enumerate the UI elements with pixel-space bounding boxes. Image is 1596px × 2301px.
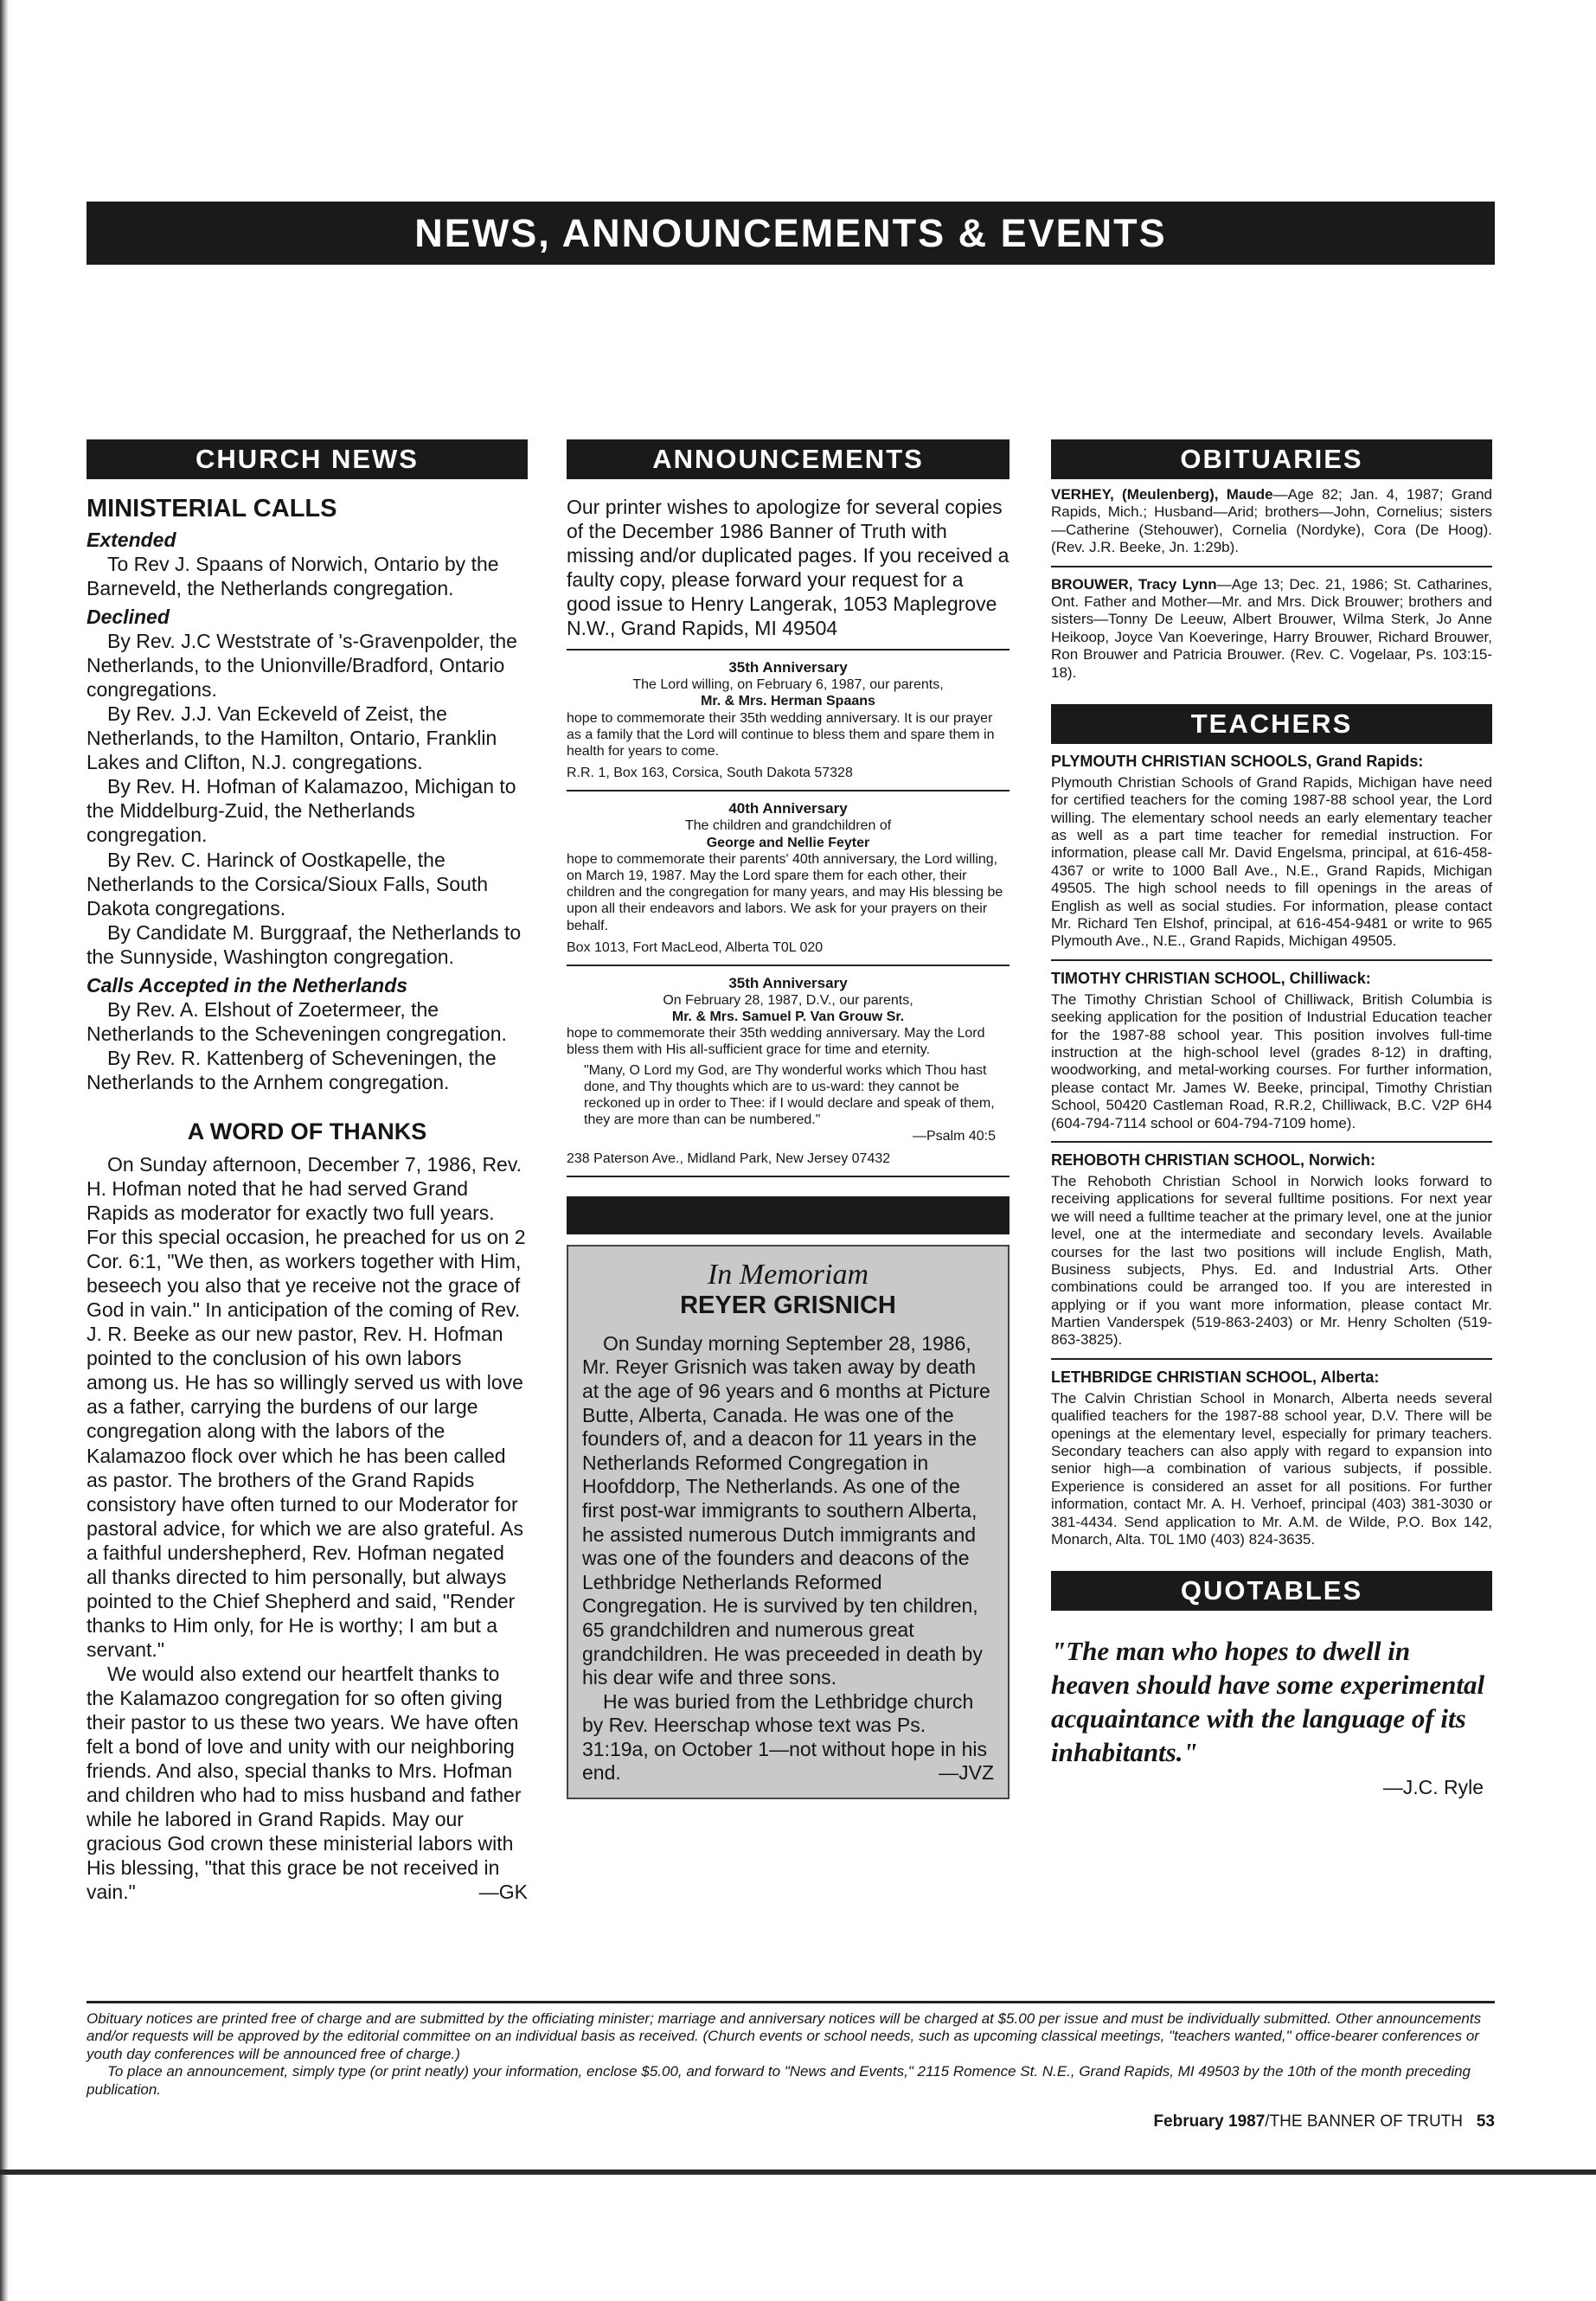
declined-call: By Rev. J.J. Van Eckeveld of Zeist, the Netherlands, to the Hamilton, Ontario, Franklin Lakes and Clifton, N.J. congregations. [87, 702, 497, 774]
quotable-attribution: —J.C. Ryle [1382, 1776, 1484, 1799]
school-notice: The Timothy Christian School of Chilliwack, British Columbia is seeking application for the position of Industrial Education teacher for the 1987-88 school year. This position involves full-time instruction at the high-school level (grades 8-12) in drafting, woodworking, and metal-working courses. For further information, please contact Mr. James W. Beeke, principal, Timothy Christian School, 50420 Castleman Road, R.R.2, Chilliwack, B.C. V2P 6H4 (604-794-7114 school or 604-794-7109 home). [1051, 990, 1492, 1131]
right-column [1051, 439, 1492, 1799]
memoriam-name: REYER GRISNICH [680, 1291, 896, 1319]
scan-bottom-edge [0, 2170, 1596, 2175]
memoriam-signature: —JVZ [939, 1761, 994, 1785]
memoriam-paragraph: On Sunday morning September 28, 1986, Mr. Reyer Grisnich was taken away by death at the age of 96 years and 6 months at Picture Butte, Alberta, Canada. He was one of the founders of, and a deacon for 11 years in the Netherlands Reformed Congregation in Hoofddorp, The Netherlands. As one of the first post-war immigrants to southern Alberta, he assisted numerous Dutch immigrants and was one of the founders and deacons of the Lethbridge Netherlands Reformed Congregation. He is survived by ten children, 65 grandchildren and numerous great grandchildren. He was preceeded in death by his dear wife and three sons. [582, 1331, 990, 1689]
divider [567, 790, 1010, 792]
school-notice: Plymouth Christian Schools of Grand Rapids, Michigan have need for certified teachers for the coming 1987-88 school year, the Lord willing. The elementary school needs an early elementary teacher as well as a part time teacher for remedial instruction. For information, please call Mr. David Engelsma, principal, at 616-458-4367 or write to 1000 Ball Ave., N.E., Grand Rapids, Michigan 49505. The high school needs to fill openings in the areas of English as well as social studies. For information, please contact Mr. Richard Ten Elshof, principal, at 616-454-9481 or write to 965 Plymouth Ave., N.E., Grand Rapids, Michigan 49505. [1051, 773, 1492, 950]
anniversary-address: R.R. 1, Box 163, Corsica, South Dakota 57328 [567, 766, 853, 781]
quotables-heading: QUOTABLES [1051, 1571, 1492, 1611]
page-footer [87, 2001, 1495, 2131]
calls-accepted-heading: Calls Accepted in the Netherlands [87, 973, 408, 997]
memoriam-header-bar [567, 1196, 1010, 1234]
anniversary-text: hope to commemorate their 35th wedding anniversary. May the Lord bless them with His all-sufficient grace for time and eternity. [567, 1026, 985, 1058]
thanks-paragraph [87, 1662, 528, 1904]
publication-name: /THE BANNER OF TRUTH [1265, 2112, 1464, 2131]
footer-note: To place an announcement, simply type (or print neatly) your information, enclose $5.00, and forward to "News and Events," 2115 Romence St. N.E., Grand Rapids, MI 49503 by the 10th of the month preceding publication. [87, 2063, 1471, 2098]
obituary-text: —Age 13; Dec. 21, 1986; St. Catharines, Ont. Father and Mother—Mr. and Mrs. Dick Brouwer; brothers and sisters—Tonny De Leeuw, Albert Brouwer, Wilma Sterk, Jo Anne Heikoop, Joyce Van Koeveringe, Harry Brouwer, Richard Brouwer, Ron Brouwer and Patricia Brouwer. (Rev. C. Vogelaar, Ps. 103:15-18). [1051, 575, 1492, 681]
obituary-entry [1051, 576, 1492, 682]
divider [567, 1176, 1010, 1177]
church-news-column [87, 439, 528, 1904]
school-heading: PLYMOUTH CHRISTIAN SCHOOLS, Grand Rapids: [1051, 752, 1424, 770]
ministerial-calls-heading: MINISTERIAL CALLS [87, 495, 337, 522]
thanks-signature: —GK [478, 1881, 528, 1904]
declined-call: By Rev. J.C Weststrate of 's-Gravenpolder, the Netherlands, to the Unionville/Bradford, Ontario congregations. [87, 630, 517, 702]
anniversary-line: On February 28, 1987, D.V., our parents, [663, 992, 913, 1008]
school-heading: LETHBRIDGE CHRISTIAN SCHOOL, Alberta: [1051, 1368, 1380, 1386]
thanks-paragraph: On Sunday afternoon, December 7, 1986, Rev. H. Hofman noted that he had served Grand Rapids as moderator for exactly two full years. For this special occasion, he preached for us on 2 Cor. 6:1, "We then, as workers together with Him, beseech you also that ye receive not the grace of God in vain." In anticipation of the coming of Rev. J. R. Beeke as our new pastor, Rev. H. Hofman pointed to the conclusion of his own labors among us. He has so willingly served us with love as a father, carrying the burdens of our large congregation along with the labors of the Kalamazoo flock over which he has been called as pastor. The brothers of the Grand Rapids consistory have often turned to our Moderator for pastoral advice, for which we are also grateful. As a faithful undershepherd, Rev. Hofman negated all thanks directed to him personally, but always pointed to the Chief Shepherd and said, "Render thanks to Him only, for He is worthy; I am but a servant." [87, 1152, 526, 1661]
anniversary-line: The children and grandchildren of [684, 818, 892, 834]
anniversary-heading: 35th Anniversary [728, 659, 848, 676]
scan-edge [0, 0, 9, 2301]
school-notice: The Rehoboth Christian School in Norwich looks forward to receiving applications for several fulltime positions. For next year we will need a fulltime teacher at the primary level, one at the junior level, one at the intermediate and secondary levels. Available courses for the last two positions will include English, Math, Business subjects, Phys. Ed. and Industrial Arts. Other combinations could be arranged too. If you are interested in applying or if you want more information, please contact Mr. Martien Vanderspek (519-863-2403) or Mr. Henry Scholten (519-863-3825). [1051, 1172, 1492, 1349]
page-number: 53 [1476, 2112, 1495, 2131]
page-line [87, 2112, 1495, 2131]
memoriam-paragraph [582, 1690, 994, 1785]
anniversary-names: George and Nellie Feyter [706, 835, 870, 850]
in-memoriam-box [567, 1245, 1010, 1799]
obituaries-heading: OBITUARIES [1051, 439, 1492, 479]
issue-date: February 1987 [1153, 2112, 1266, 2131]
memoriam-paragraph-text: He was buried from the Lethbridge church by Rev. Heerschap whose text was Ps. 31:19a, on October 1—not without hope in his end. [582, 1689, 987, 1785]
anniversary-heading: 35th Anniversary [728, 974, 848, 991]
anniversary-text: hope to commemorate their parents' 40th anniversary, the Lord willing, on March 19, 1987. May the Lord spare them for each other, their children and the congregation for many years, and may His blessing be upon all their endeavors and labors. We ask for your prayers on their behalf. [567, 851, 1003, 933]
declined-call: By Candidate M. Burggraaf, the Netherlands to the Sunnyside, Washington congregation. [87, 920, 522, 968]
anniversary-names: Mr. & Mrs. Samuel P. Van Grouw Sr. [671, 1009, 905, 1025]
obituary-name: BROUWER, Tracy Lynn [1051, 575, 1217, 593]
page-banner: NEWS, ANNOUNCEMENTS & EVENTS [87, 202, 1495, 265]
divider [1051, 1141, 1492, 1143]
accepted-call: By Rev. R. Kattenberg of Scheveningen, the Netherlands to the Arnhem congregation. [87, 1046, 497, 1093]
announcements-column [567, 439, 1010, 1799]
teachers-heading: TEACHERS [1051, 704, 1492, 744]
scripture-quote: "Many, O Lord my God, are Thy wonderful works which Thou hast done, and Thy thoughts which are to us-ward: they cannot be reckoned up in order to Thee: if I would declare and speak of them, they are more than can be numbered." [584, 1062, 995, 1128]
obituary-name: VERHEY, (Meulenberg), Maude [1051, 486, 1273, 503]
declined-heading: Declined [87, 606, 170, 629]
divider [1051, 959, 1492, 961]
anniversary-text: hope to commemorate their 35th wedding anniversary. It is our prayer as a family that the Lord will continue to bless them and spare them in health for years to come. [567, 710, 995, 760]
thanks-paragraph-text: We would also extend our heartfelt thanks to the Kalamazoo congregation for so often giving their pastor to us these two years. We have often felt a bond of love and unity with our neighboring friends. And also, special thanks to Mrs. Hofman and children who had to miss husband and father while he labored in Grand Rapids. May our gracious God crown these ministerial labors with His blessing, "that this grace be not received in vain." [87, 1662, 522, 1904]
scripture-reference: —Psalm 40:5 [912, 1129, 996, 1144]
divider [1051, 1358, 1492, 1360]
anniversary-address: 238 Paterson Ave., Midland Park, New Jersey 07432 [567, 1150, 891, 1166]
anniversary-line: The Lord willing, on February 6, 1987, our parents, [632, 677, 944, 693]
anniversary-address: Box 1013, Fort MacLeod, Alberta T0L 020 [567, 939, 824, 955]
footer-note: Obituary notices are printed free of charge and are submitted by the officiating minister; marriage and anniversary notices will be charged at $5.00 per issue and must be individually submitted. Other announcements and/or requests will be approved by the editorial committee on an individual basis as received. (Church events or school needs, such as upcoming classical meetings, "teachers wanted," office-bearer conferences or youth day conferences will be announced free of charge.) [87, 2010, 1482, 2062]
obituary-entry [1051, 486, 1492, 557]
obituary-text: —Age 82; Jan. 4, 1987; Grand Rapids, Mich.; Husband—Arid; brothers—John, Cornelius; sisters—Catherine (Stehouwer), Cornelia (Nordyke), Cora (De Hoog). (Rev. J.R. Beeke, Jn. 1:29b). [1051, 486, 1492, 556]
church-news-heading: CHURCH NEWS [87, 439, 528, 479]
anniversary-heading: 40th Anniversary [728, 800, 848, 817]
extended-call: To Rev J. Spaans of Norwich, Ontario by the Barneveld, the Netherlands congregation. [87, 553, 499, 600]
school-heading: TIMOTHY CHRISTIAN SCHOOL, Chilliwack: [1051, 969, 1371, 987]
quotable-quote: "The man who hopes to dwell in heaven should have some experimental acquaintance with the language of its inhabitants." [1051, 1636, 1485, 1767]
school-heading: REHOBOTH CHRISTIAN SCHOOL, Norwich: [1051, 1150, 1376, 1169]
printer-apology: Our printer wishes to apologize for several copies of the December 1986 Banner of Truth with missing and/or duplicated pages. If you received a faulty copy, please forward your request for a good issue to Henry Langerak, 1053 Maplegrove N.W., Grand Rapids, MI 49504 [567, 496, 1010, 640]
extended-heading: Extended [87, 529, 176, 551]
declined-call: By Rev. C. Harinck of Oostkapelle, the Netherlands to the Corsica/Sioux Falls, South Dakota congregations. [87, 848, 489, 920]
divider [567, 649, 1010, 651]
school-notice: The Calvin Christian School in Monarch, Alberta needs several qualified teachers for the 1987-88 school year, D.V. There will be openings at the elementary level, especially for primary teachers. Secondary teachers can also apply with regard to expansion into senior high—a combination of various subjects, if possible. Experience is considered an asset for all positions. For further information, contact Mr. A. H. Verhoef, principal (403) 381-3030 or 381-4434. Send application to Mr. A.M. de Wilde, P.O. Box 142, Monarch, Alta. T0L 1M0 (403) 824-3635. [1051, 1389, 1492, 1548]
announcements-heading: ANNOUNCEMENTS [567, 439, 1010, 479]
declined-call: By Rev. H. Hofman of Kalamazoo, Michigan to the Middelburg-Zuid, the Netherlands congregation. [87, 775, 516, 847]
divider [1051, 566, 1492, 567]
divider [567, 965, 1010, 966]
accepted-call: By Rev. A. Elshout of Zoetermeer, the Netherlands to the Scheveningen congregation. [87, 997, 507, 1045]
word-of-thanks-heading: A WORD OF THANKS [187, 1118, 427, 1144]
memoriam-title: In Memoriam [707, 1258, 869, 1291]
anniversary-names: Mr. & Mrs. Herman Spaans [701, 694, 875, 709]
